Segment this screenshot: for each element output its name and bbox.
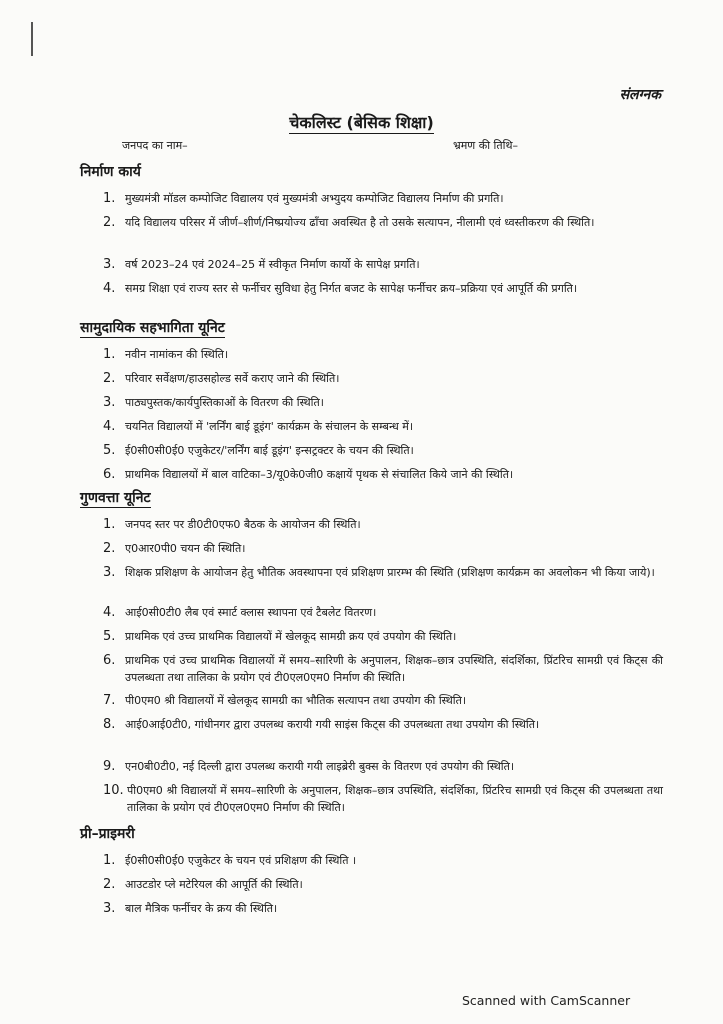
item-text: प्राथमिक एवं उच्च प्राथमिक विद्यालयों में समय–सारिणी के अनुपालन, शिक्षक–छात्र उपस्थिति, संदर्शिका, प्रिंटरिच सामग्री एवं किट्स की उपलब्धता तथा तालिका के प्रयोग एवं टी0एल0एम0 निर्माण की स्थिति। — [125, 654, 663, 684]
item-text: मुख्यमंत्री मॉडल कम्पोजिट विद्यालय एवं मुख्यमंत्री अभ्युदय कम्पोजिट विद्यालय निर्माण की प्रगति। — [125, 192, 504, 205]
item-number: 1. — [103, 347, 116, 362]
item-text: वर्ष 2023–24 एवं 2024–25 में स्वीकृत निर्माण कार्यो के सापेक्ष प्रगति। — [125, 258, 420, 271]
scanner-watermark: Scanned with CamScanner — [462, 993, 631, 1008]
list-item — [103, 256, 663, 273]
list-item — [103, 716, 663, 733]
item-number: 2. — [103, 877, 116, 892]
document-title-text: चेकलिस्ट (बेसिक शिक्षा) — [289, 113, 434, 132]
item-text: पी0एम0 श्री विद्यालयों में खेलकूद सामग्री का भौतिक सत्यापन तथा उपयोग की स्थिति। — [125, 694, 467, 707]
list-item — [103, 852, 663, 869]
item-number: 6. — [103, 467, 116, 482]
item-number: 8. — [103, 717, 116, 732]
visit-date-label: भ्रमण की तिथि– — [453, 139, 519, 152]
item-text: बाल मैत्रिक फर्नीचर के क्रय की स्थिति। — [125, 902, 278, 915]
list-item — [103, 346, 663, 363]
list-item — [103, 370, 663, 387]
item-text: आई0सी0टी0 लैब एवं स्मार्ट क्लास स्थापना एवं टैबलेट वितरण। — [125, 606, 377, 619]
item-text: प्राथमिक एवं उच्च प्राथमिक विद्यालयों में खेलकूद सामग्री क्रय एवं उपयोग की स्थिति। — [125, 630, 457, 643]
item-number: 7. — [103, 693, 116, 708]
item-number: 1. — [103, 517, 116, 532]
item-number: 5. — [103, 629, 116, 644]
item-number: 6. — [103, 653, 116, 668]
section-heading-pre-primary: प्री–प्राइमरी — [80, 826, 135, 842]
item-number: 3. — [103, 395, 116, 410]
item-text: पाठ्यपुस्तक/कार्यपुस्तिकाओं के वितरण की स्थिति। — [125, 396, 324, 409]
item-text: जनपद स्तर पर डी0टी0एफ0 बैठक के आयोजन की स्थिति। — [125, 518, 361, 531]
list-item — [103, 604, 663, 621]
item-text: परिवार सर्वेक्षण/हाउसहोल्ड सर्वे कराए जाने की स्थिति। — [125, 372, 340, 385]
list-item — [103, 758, 663, 775]
section-heading-community: सामुदायिक सहभागिता यूनिट — [80, 320, 225, 336]
item-number: 1. — [103, 191, 116, 206]
list-item — [103, 418, 663, 435]
item-number: 3. — [103, 901, 116, 916]
item-text: यदि विद्यालय परिसर में जीर्ण–शीर्ण/निष्प्रयोज्य ढाँचा अवस्थित है तो उसके सत्यापन, नीलामी एवं ध्वस्तीकरण की स्थिति। — [125, 216, 595, 229]
list-item — [103, 466, 663, 483]
item-text: प्राथमिक विद्यालयों में बाल वाटिका–3/यू0के0जी0 कक्षायें पृथक से संचालित किये जाने की स्थिति। — [125, 468, 514, 481]
item-text: चयनित विद्यालयों में 'लर्निंग बाई डूइंग' कार्यक्रम के संचालन के सम्बन्ध में। — [125, 420, 414, 433]
item-text: एन0बी0टी0, नई दिल्ली द्वारा उपलब्ध करायी गयी लाइब्रेरी बुक्स के वितरण एवं उपयोग की स्थिति। — [125, 760, 515, 773]
list-item — [103, 652, 663, 686]
item-text: आई0आई0टी0, गांधीनगर द्वारा उपलब्ध करायी गयी साइंस किट्स की उपलब्धता तथा उपयोग की स्थिति। — [125, 718, 540, 731]
margin-mark — [31, 22, 33, 56]
item-number: 1. — [103, 853, 116, 868]
section-heading-quality: गुणवत्ता यूनिट — [80, 490, 151, 506]
item-number: 2. — [103, 541, 116, 556]
list-item — [103, 564, 663, 581]
item-number: 3. — [103, 257, 116, 272]
item-number: 10. — [103, 783, 124, 798]
list-item — [103, 516, 663, 533]
item-number: 4. — [103, 281, 116, 296]
item-number: 9. — [103, 759, 116, 774]
list-item — [103, 628, 663, 645]
list-item — [103, 692, 663, 709]
item-number: 3. — [103, 565, 116, 580]
list-item — [103, 442, 663, 459]
list-item — [103, 782, 663, 816]
item-text: समग्र शिक्षा एवं राज्य स्तर से फर्नीचर सुविधा हेतु निर्गत बजट के सापेक्ष फर्नीचर क्रय–प्रक्रिया एवं आपूर्ति की प्रगति। — [125, 282, 578, 295]
item-text: नवीन नामांकन की स्थिति। — [125, 348, 229, 361]
list-item — [103, 190, 663, 207]
item-text: ई0सी0सी0ई0 एजुकेटर/'लर्निंग बाई डूइंग' इन्सट्रक्टर के चयन की स्थिति। — [125, 444, 414, 457]
item-text: पी0एम0 श्री विद्यालयों में समय–सारिणी के अनुपालन, शिक्षक–छात्र उपस्थिति, संदर्शिका, प्रिंटरिच सामग्री एवं किट्स की उपलब्धता तथा तालिका के प्रयोग एवं टी0एल0एम0 निर्माण की स्थिति। — [127, 784, 663, 814]
item-number: 2. — [103, 371, 116, 386]
section-heading-construction: निर्माण कार्य — [80, 164, 141, 180]
item-number: 5. — [103, 443, 116, 458]
item-text: ई0सी0सी0ई0 एजुकेटर के चयन एवं प्रशिक्षण की स्थिति । — [125, 854, 357, 867]
document-title — [0, 111, 723, 133]
item-number: 2. — [103, 215, 116, 230]
list-item — [103, 394, 663, 411]
list-item — [103, 900, 663, 917]
annexure-label: संलग्नक — [619, 87, 661, 103]
item-text: शिक्षक प्रशिक्षण के आयोजन हेतु भौतिक अवस्थापना एवं प्रशिक्षण प्रारम्भ की स्थिति (प्रशिक्षण कार्यक्रम का अवलोकन भी किया जाये)। — [125, 566, 655, 579]
item-number: 4. — [103, 419, 116, 434]
list-item — [103, 540, 663, 557]
item-text: ए0आर0पी0 चयन की स्थिति। — [125, 542, 246, 555]
list-item — [103, 280, 663, 297]
list-item — [103, 214, 663, 231]
list-item — [103, 876, 663, 893]
district-name-label: जनपद का नाम– — [122, 139, 188, 152]
item-text: आउटडोर प्ले मटेरियल की आपूर्ति की स्थिति। — [125, 878, 303, 891]
item-number: 4. — [103, 605, 116, 620]
